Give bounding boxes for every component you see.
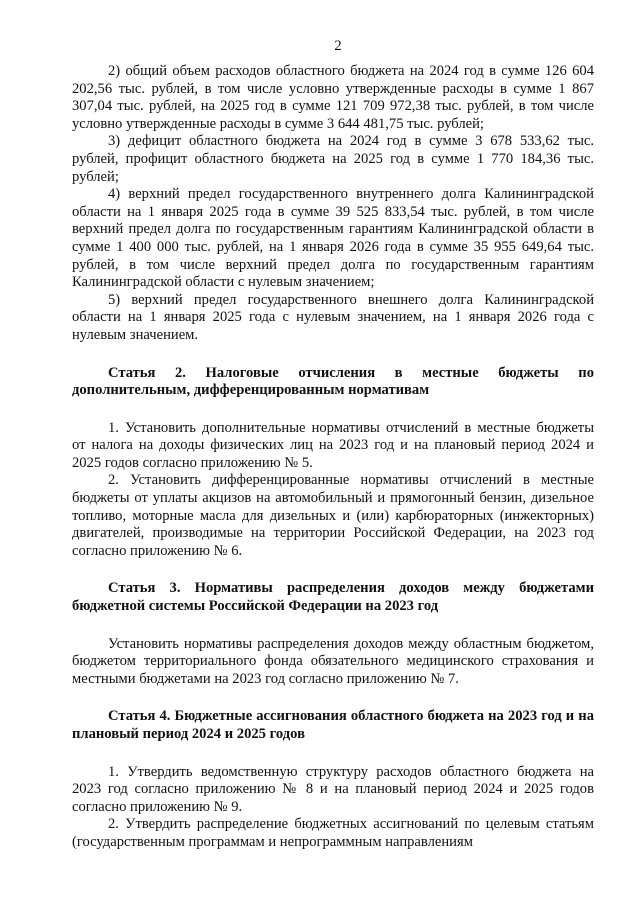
paragraph-external-debt-limit: 5) верхний предел государственного внешнего долга Калининградской области на 1 января 2025 года с нулевым значением, на 1 января 2026 года с нулевым значением. <box>72 291 594 343</box>
paragraph-deficit-2024: 3) дефицит областного бюджета на 2024 год в сумме 3 678 533,62 тыс. рублей, профицит областного бюджета на 2025 год в сумме 1 770 184,36 тыс. рублей; <box>72 133 594 185</box>
article-2-item-2: 2. Установить дифференцированные нормативы отчислений в местные бюджеты от уплаты акцизов на автомобильный и прямогонный бензин, дизельное топливо, моторные масла для дизельных и (или) карбюраторных (инжекторных) двигателей, производимые на территории Российской Федерации, на 2023 год согласно приложению № 6. <box>72 472 594 559</box>
article-4-heading: Статья 4. Бюджетные ассигнования областного бюджета на 2023 год и на плановый период 2024 и 2025 годов <box>72 708 594 742</box>
article-3-heading: Статья 3. Нормативы распределения доходов между бюджетами бюджетной системы Российской Федерации на 2023 год <box>72 580 594 615</box>
article-3-text: Установить нормативы распределения доходов между областным бюджетом, бюджетом территориального фонда обязательного медицинского страхования и местными бюджетами на 2023 год согласно приложению № 7. <box>72 635 594 687</box>
page-number: 2 <box>334 38 342 54</box>
article-2-item-1: 1. Установить дополнительные нормативы отчислений в местные бюджеты от налога на доходы физических лиц на 2023 год и на плановый период 2024 и 2025 годов согласно приложению № 5. <box>72 419 594 471</box>
article-2-heading: Статья 2. Налоговые отчисления в местные бюджеты по дополнительным, дифференцированным нормативам <box>72 364 594 399</box>
article-4-item-1: 1. Утвердить ведомственную структуру расходов областного бюджета на 2023 год согласно приложению № 8 и на плановый период 2024 и 2025 годов согласно приложению № 9. <box>72 763 594 815</box>
paragraph-expenditure-2024: 2) общий объем расходов областного бюджета на 2024 год в сумме 126 604 202,56 тыс. рублей, в том числе условно утвержденные расходы в сумме 1 867 307,04 тыс. рублей, на 2025 год в сумме 121 709 972,38 тыс. рублей, в том числе условно утвержденные расходы в сумме 3 644 481,75 тыс. рублей; <box>72 63 594 132</box>
document-page <box>72 38 594 852</box>
article-4-item-2: 2. Утвердить распределение бюджетных ассигнований по целевым статьям (государственным программам и непрограммным направлениям <box>72 816 594 850</box>
paragraph-internal-debt-limit: 4) верхний предел государственного внутреннего долга Калининградской области на 1 января 2025 года в сумме 39 525 833,54 тыс. рублей, в том числе верхний предел долга по государственным гарантиям Калининградской области в сумме 1 400 000 тыс. рублей, на 1 января 2026 года в сумме 35 955 649,64 тыс. рублей, в том числе верхний предел долга по государственным гарантиям Калининградской области с нулевым значением; <box>72 186 594 291</box>
